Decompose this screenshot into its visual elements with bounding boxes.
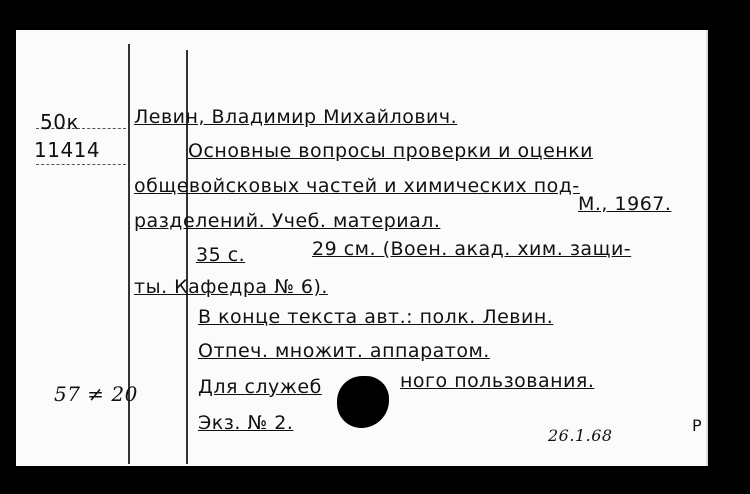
title-line-2: общевойсковых частей и химических под- (134, 175, 580, 197)
margin-note: 57 ≠ 20 (54, 382, 138, 406)
title-line-1: Основные вопросы проверки и оценки (188, 140, 594, 162)
title-line-3: разделений. Учеб. материал. (134, 210, 441, 232)
edge-mark: Р (692, 416, 703, 435)
note-author: В конце текста авт.: полк. Левин. (198, 306, 554, 328)
note-restricted-start: Для служеб (198, 376, 322, 398)
copy-number: Экз. № 2. (198, 412, 294, 434)
author-heading: Левин, Владимир Михайлович. (134, 106, 458, 128)
pages: 35 с. (196, 244, 246, 266)
shelf-mark: 50к (40, 110, 80, 134)
inventory-number: 11414 (34, 138, 101, 162)
size-series: 29 см. (Воен. акад. хим. защи- (312, 238, 632, 260)
note-printing: Отпеч. множит. аппаратом. (198, 340, 490, 362)
scan-border (740, 20, 750, 494)
date-stamp: 26.1.68 (548, 426, 613, 445)
ruled-line (36, 164, 126, 166)
note-restricted-end: ного пользования. (400, 370, 595, 392)
series-continuation: ты. Кафедра № 6). (134, 276, 328, 298)
place-date: М., 1967. (578, 193, 672, 215)
